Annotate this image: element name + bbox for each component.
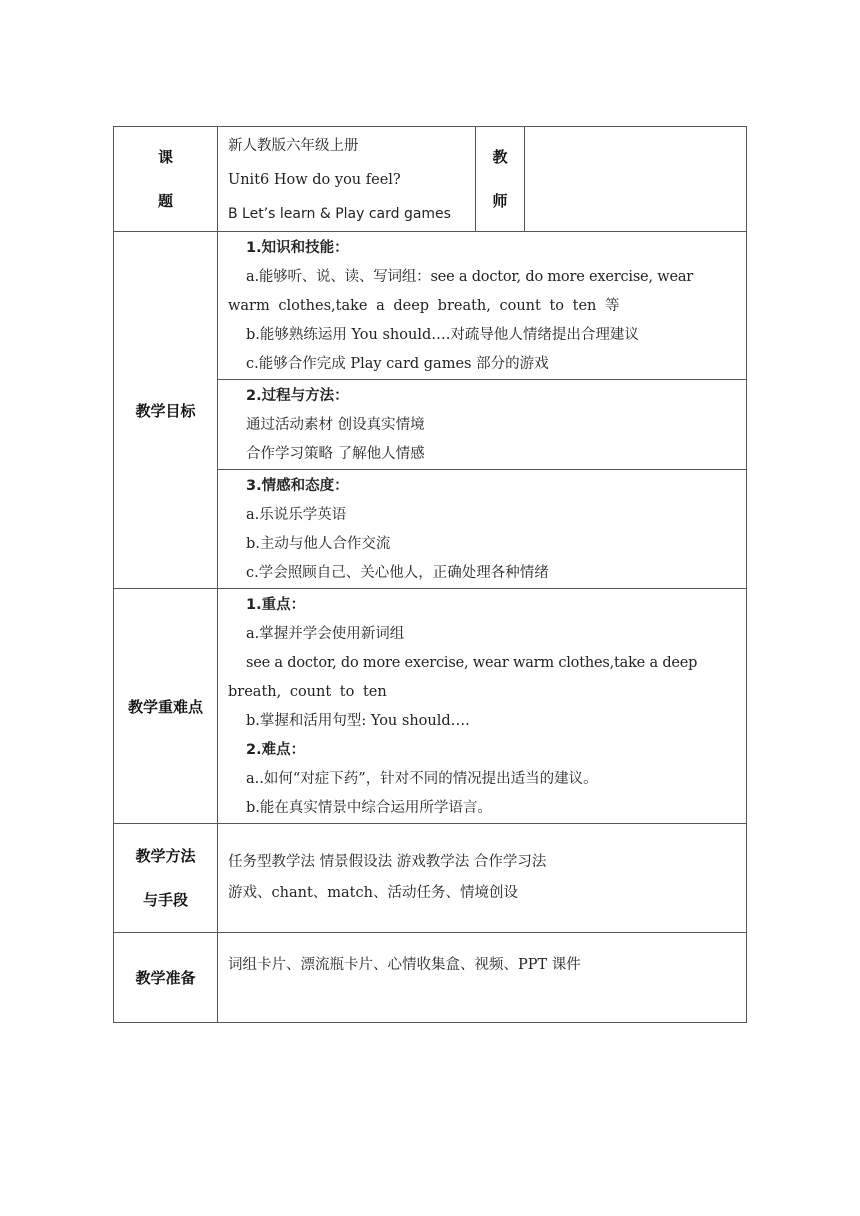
topic-line-2: Unit6 How do you feel? [228,172,401,188]
methods-label-1: 教学方法 [135,847,196,865]
attitude-cell [218,470,747,589]
topic-content-cell [218,127,476,232]
difficult-item-b: b.能在真实情景中综合运用所学语言。 [246,800,492,816]
teacher-value-cell [525,127,747,232]
key-points-row [114,589,747,824]
preparation-label-cell [114,933,218,1023]
key-phrases-1: see a doctor, do more exercise, wear warm clothes,take a deep [246,655,698,671]
key-item-a: a.掌握并学会使用新词组 [246,626,405,642]
key-points-label-cell [114,589,218,824]
knowledge-cell [218,232,747,380]
methods-line-2: 游戏、chant、match、活动任务、情境创设 [228,885,518,901]
process-heading: 2.过程与方法： [246,388,349,404]
methods-row [114,824,747,933]
methods-label-cell [114,824,218,933]
key-points-cell [218,589,747,824]
methods-cell [218,824,747,933]
lesson-plan-table [113,126,747,1023]
process-cell [218,380,747,470]
methods-line-1: 任务型教学法 情景假设法 游戏教学法 合作学习法 [228,854,547,870]
knowledge-heading: 1.知识和技能： [246,240,349,256]
key-phrases-2: breath, count to ten [228,684,387,700]
attitude-heading: 3.情感和态度： [246,478,349,494]
process-line-2: 合作学习策略 了解他人情感 [246,446,425,462]
objectives-knowledge-row [114,232,747,380]
topic-label-2: 题 [157,192,173,210]
topic-label-cell [114,127,218,232]
key-item-b: b.掌握和活用句型: You should…. [246,713,470,729]
teacher-label-cell [476,127,525,232]
topic-line-1: 新人教版六年级上册 [228,138,359,154]
difficult-item-a: a..如何“对症下药”，针对不同的情况提出适当的建议。 [246,771,598,787]
attitude-item-a: a.乐说乐学英语 [246,507,347,523]
topic-label-1: 课 [157,148,173,166]
objectives-label-cell [114,232,218,589]
key-points-label: 教学重难点 [127,697,203,716]
methods-label-2: 与手段 [142,891,188,909]
key-heading: 1.重点： [246,597,306,613]
teacher-label-1: 教 [492,148,508,166]
preparation-line-1: 词组卡片、漂流瓶卡片、心情收集盒、视频、PPT 课件 [228,957,581,973]
teacher-label-2: 师 [492,192,508,210]
process-line-1: 通过活动素材 创设真实情境 [246,417,425,433]
attitude-item-c: c.学会照顾自己、关心他人，正确处理各种情绪 [246,565,549,581]
knowledge-item-c: c.能够合作完成 Play card games 部分的游戏 [246,356,549,372]
objectives-label: 教学目标 [135,401,196,420]
knowledge-item-a-2: warm clothes,take a deep breath, count to ten 等 [228,298,620,314]
difficult-heading: 2.难点： [246,742,306,758]
preparation-cell [218,933,747,1023]
attitude-item-b: b.主动与他人合作交流 [246,536,391,552]
knowledge-item-b: b.能够熟练运用 You should….对疏导他人情绪提出合理建议 [246,327,639,343]
knowledge-item-a-1: a.能够听、说、读、写词组：see a doctor, do more exercise, wear [246,269,694,285]
topic-row [114,127,747,232]
preparation-label: 教学准备 [135,969,196,987]
preparation-row [114,933,747,1023]
topic-line-3: B Let’s learn & Play card games [228,206,451,222]
